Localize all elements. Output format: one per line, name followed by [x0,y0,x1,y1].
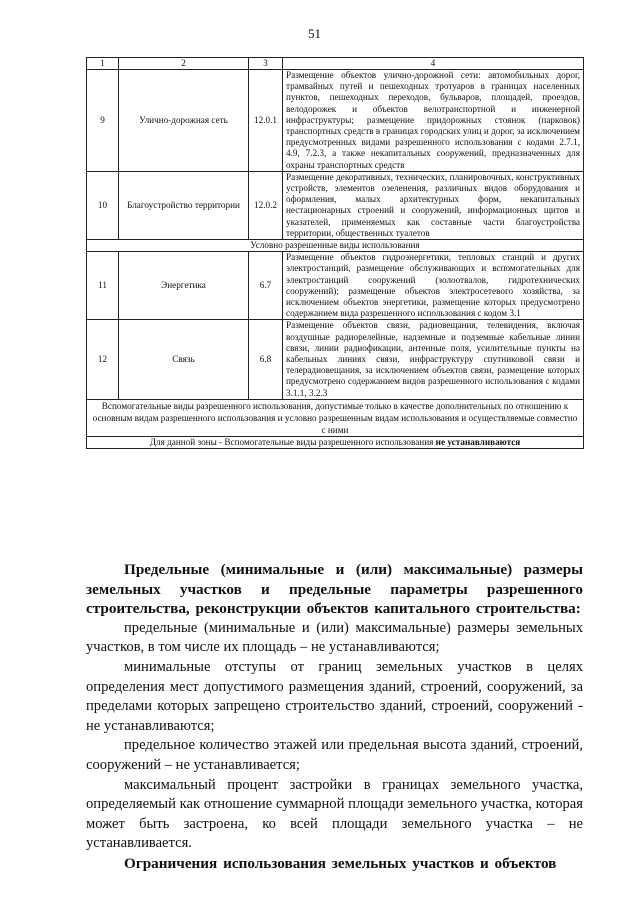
header-col-1: 1 [87,58,119,70]
section-title-conditional: Условно разрешенные виды использования [87,240,584,252]
table-row [87,70,584,172]
auxiliary-note [87,436,584,448]
table-row [87,320,584,399]
use-type-code: 6.8 [249,320,283,399]
auxiliary-note-row [87,436,584,448]
header-col-3: 3 [249,58,283,70]
paragraph-plot-size: предельные (минимальные и (или) максимальные) размеры земельных участков, в том числе их площадь – не устанавливаются; [86,619,583,656]
use-type-code: 6.7 [249,252,283,320]
use-type-name: Связь [119,320,249,399]
section-header-auxiliary [87,399,584,436]
paragraph-coverage: максимальный процент застройки в границах земельного участка, определяемый как отношение суммарной площади земельного участка, которая может быть застроена, ко всей площади земельного участка – не устанавливается. [86,776,583,852]
table-row [87,252,584,320]
paragraph-floors: предельное количество этажей или предельная высота зданий, строений, сооружений – не устанавливается; [86,737,583,773]
section-title-auxiliary: Вспомогательные виды разрешенного использования, допустимые только в качестве дополнительных по отношению к основным видам разрешенного использования и условно разрешенным видам использования и осуществляемые совместно с ними [87,399,584,436]
page-number: 51 [308,26,321,41]
row-number: 9 [87,70,119,172]
heading-restrictions: Ограничения использования земельных участков и объектов [124,854,557,872]
row-number: 10 [87,171,119,239]
use-type-name: Благоустройство территории [119,171,249,239]
table-header-row [87,58,584,70]
table-row [87,171,584,239]
paragraph-setbacks: минимальные отступы от границ земельных участков в целях определения мест допустимого размещения зданий, строений, сооружений, за пределами которых запрещено строительство зданий, строений, сооружений - не устанавливаются; [86,658,583,734]
use-type-code: 12.0.1 [249,70,283,172]
heading-limits: Предельные (минимальные и (или) максимальные) размеры земельных участков и предельные параметры разрешенного строительства, реконструкции объектов капитального строительства: [86,561,583,618]
use-type-description: Размещение объектов улично-дорожной сети: автомобильных дорог, трамвайных путей и пешеходных тротуаров в границах населенных пунктов, пешеходных переходов, бульваров, площадей, проездов, велодорожек и объектов велотранспортной и инженерной инфраструктуры; размещение придорожных стоянок (парковок) транспортных средств в границах городских улиц и дорог, за исключением предусмотренных видами разрешенного использования с кодами 2.7.1, 4.9, 7.2.3, а также некапитальных сооружений, предназначенных для охраны транспортных средств [283,70,584,172]
auxiliary-note-prefix: Для данной зоны - Вспомогательные виды разрешенного использования [149,436,436,447]
row-number: 11 [87,252,119,320]
use-type-description: Размещение объектов связи, радиовещания, телевидения, включая воздушные радиорелейные, надземные и подземные кабельные линии связи, линии радиофикации, антенные поля, усилительные пункты на кабельных линиях связи, инфраструктуру спутниковой связи и телерадиовещания, за исключением объектов связи, размещение которых предусмотрено содержанием видов разрешенного использования с кодами 3.1.1, 3.2.3 [283,320,584,399]
header-col-4: 4 [283,58,584,70]
use-type-description: Размещение декоративных, технических, планировочных, конструктивных устройств, элементов озеленения, различных видов оборудования и оформления, малых архитектурных форм, некапитальных нестационарных строений и сооружений, информационных щитов и указателей, применяемых как составные части благоустройства территории, общественных туалетов [283,171,584,239]
use-type-name: Улично-дорожная сеть [119,70,249,172]
auxiliary-note-emphasis: не устанавливаются [435,436,521,447]
use-type-description: Размещение объектов гидроэнергетики, тепловых станций и других электростанций, размещение обслуживающих и вспомогательных для электростанций сооружений (золоотвалов, гидротехнических сооружений); размещение объектов электросетевого хозяйства, за исключением объектов энергетики, размещение которых предусмотрено содержанием вида разрешенного использования с кодом 3.1 [283,252,584,320]
section-header-conditional [87,240,584,252]
use-type-name: Энергетика [119,252,249,320]
row-number: 12 [87,320,119,399]
header-col-2: 2 [119,58,249,70]
land-use-table [86,57,584,449]
parameters-section [86,560,583,874]
use-type-code: 12.0.2 [249,171,283,239]
